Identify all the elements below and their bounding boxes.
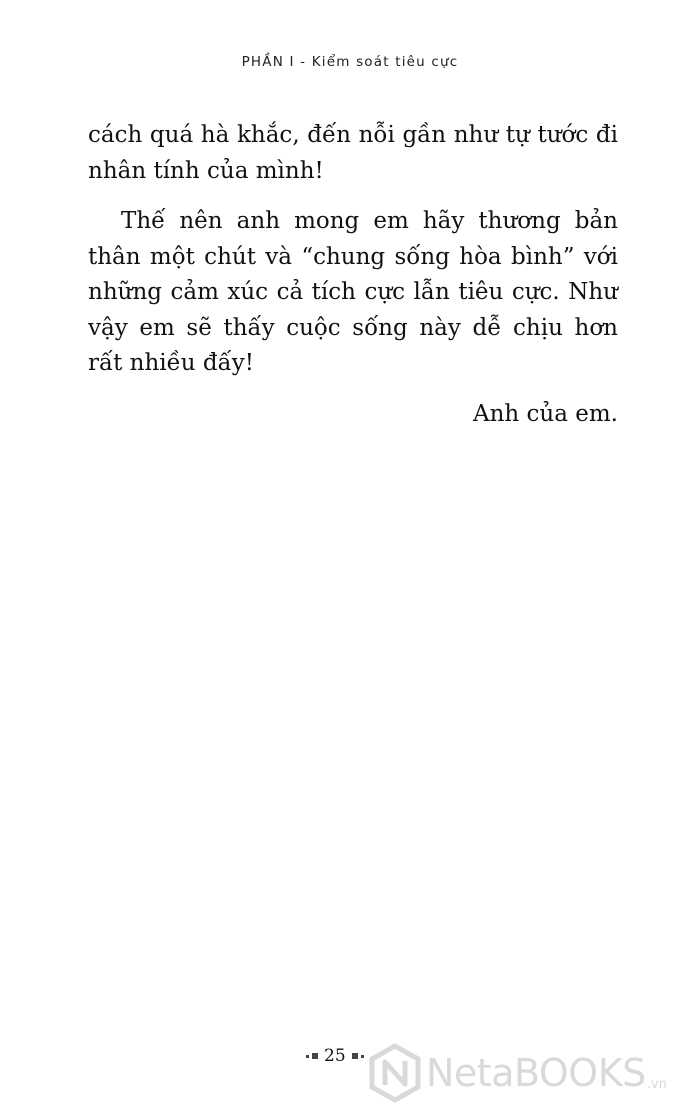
signoff: Anh của em. — [473, 400, 618, 427]
paragraph-continuation: cách quá hà khắc, đến nỗi gần như tự tước đi nhân tính của mình! — [88, 122, 618, 184]
paragraph: Thế nên anh mong em hãy thương bản thân một chút và “chung sống hòa bình” với những cảm xúc cả tích cực lẫn tiêu cực. Như vậy em sẽ thấy cuộc sống này dễ chịu hơn rất nhiều đấy! — [88, 208, 618, 376]
body-text — [88, 118, 618, 432]
watermark-brand: NetaBOOKS — [426, 1051, 646, 1095]
ornament-dots-left-icon — [306, 1053, 318, 1059]
watermark-domain: .vn — [646, 1077, 667, 1092]
ornament-dots-right-icon — [352, 1053, 364, 1059]
page-number: 25 — [324, 1046, 346, 1066]
netabooks-logo-icon — [368, 1043, 422, 1103]
watermark — [368, 1040, 694, 1106]
running-header: PHẦN I - Kiểm soát tiêu cực — [241, 54, 459, 70]
page-number-group — [306, 1046, 364, 1066]
